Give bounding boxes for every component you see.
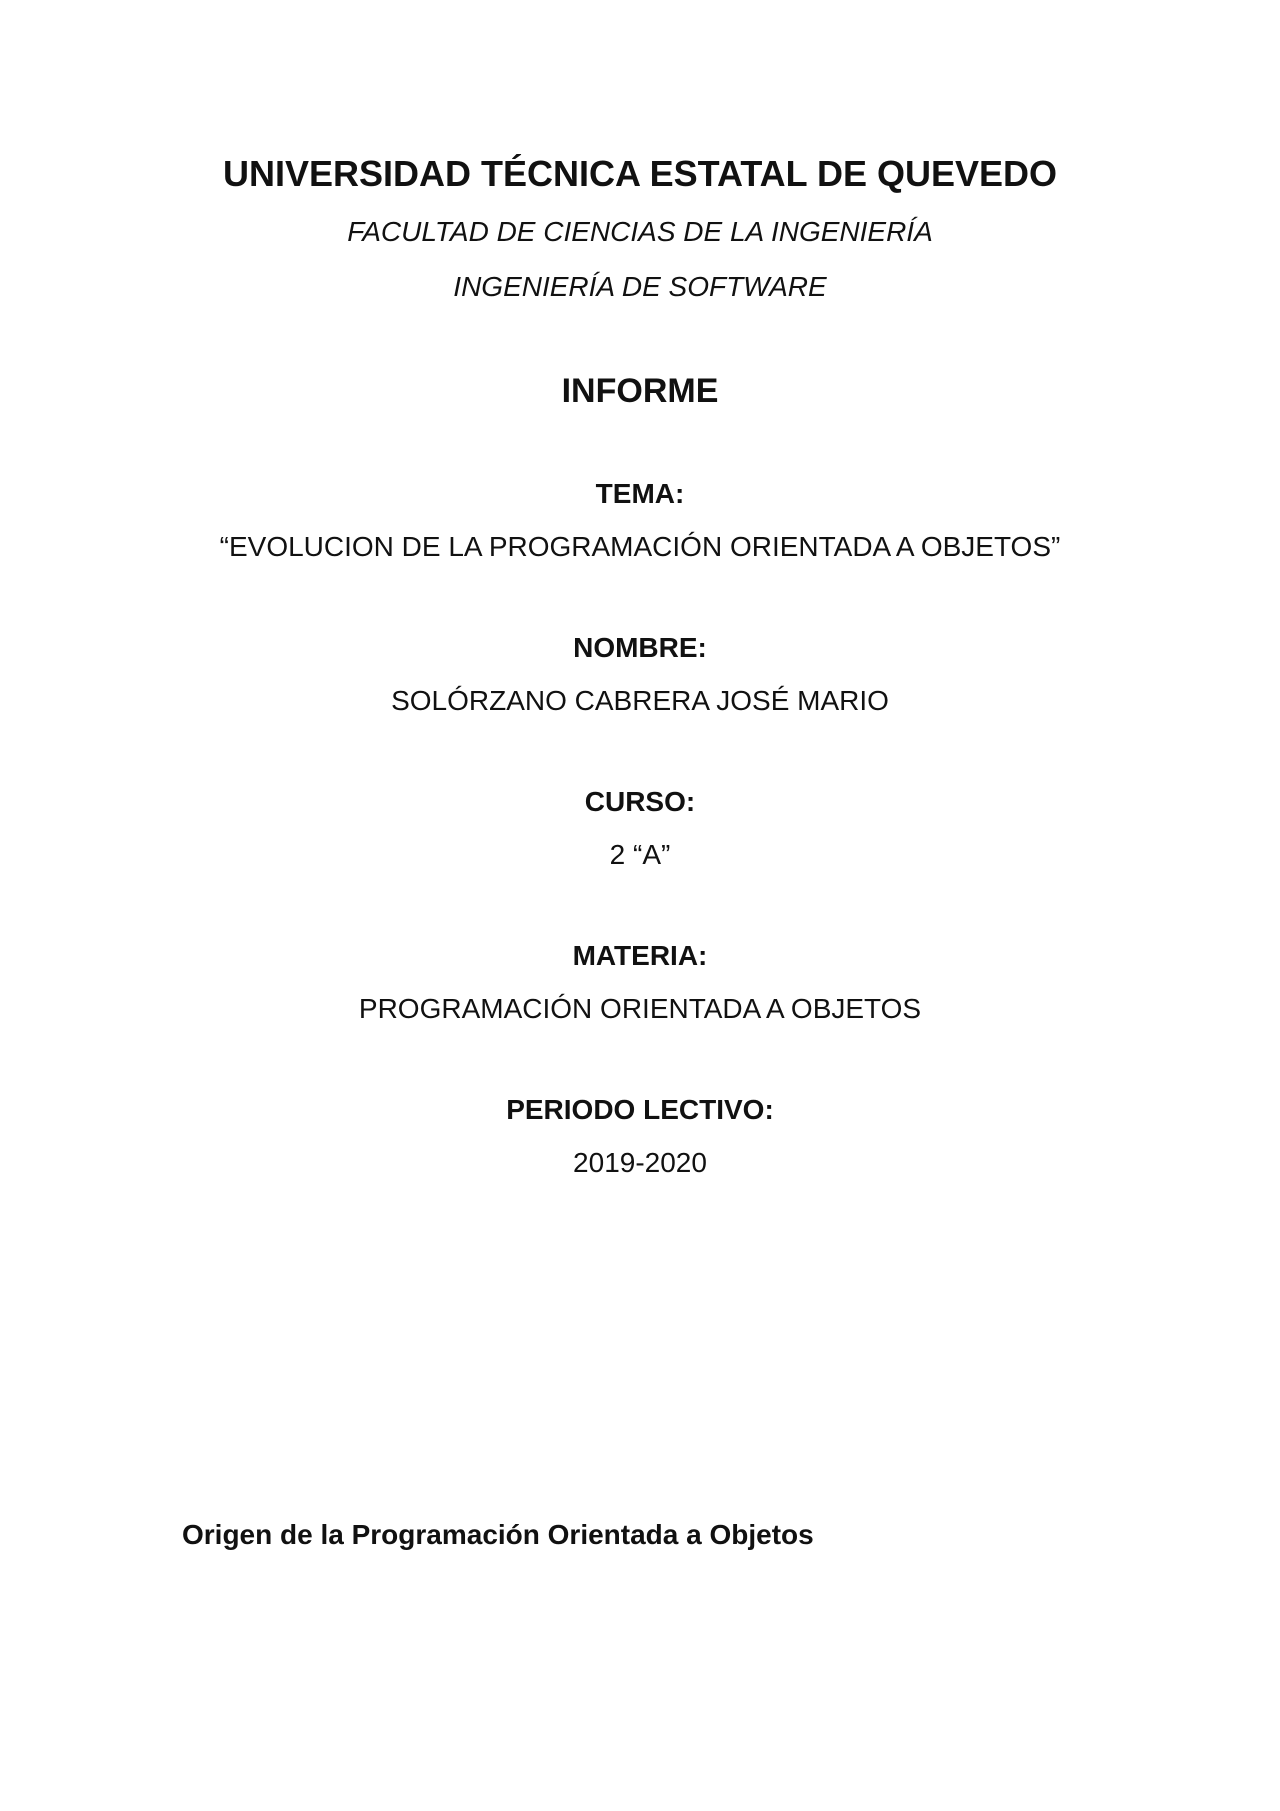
course-value: 2 “A” [609,839,671,870]
career-name: INGENIERÍA DE SOFTWARE [453,271,827,302]
university-name: UNIVERSIDAD TÉCNICA ESTATAL DE QUEVEDO [222,153,1058,194]
subject-label: MATERIA: [572,940,708,971]
faculty-name: FACULTAD DE CIENCIAS DE LA INGENIERÍA [347,216,933,247]
period-value: 2019-2020 [573,1147,707,1178]
course-label: CURSO: [584,786,696,817]
section-heading: Origen de la Programación Orientada a Objetos [182,1519,814,1550]
subject-value: PROGRAMACIÓN ORIENTADA A OBJETOS [358,993,922,1024]
report-title: INFORME [561,372,719,410]
name-value: SOLÓRZANO CABRERA JOSÉ MARIO [391,685,889,716]
topic-value: “EVOLUCION DE LA PROGRAMACIÓN ORIENTADA A OBJETOS” [219,531,1061,562]
name-label: NOMBRE: [573,632,707,663]
topic-label: TEMA: [595,478,685,509]
period-label: PERIODO LECTIVO: [506,1094,774,1125]
